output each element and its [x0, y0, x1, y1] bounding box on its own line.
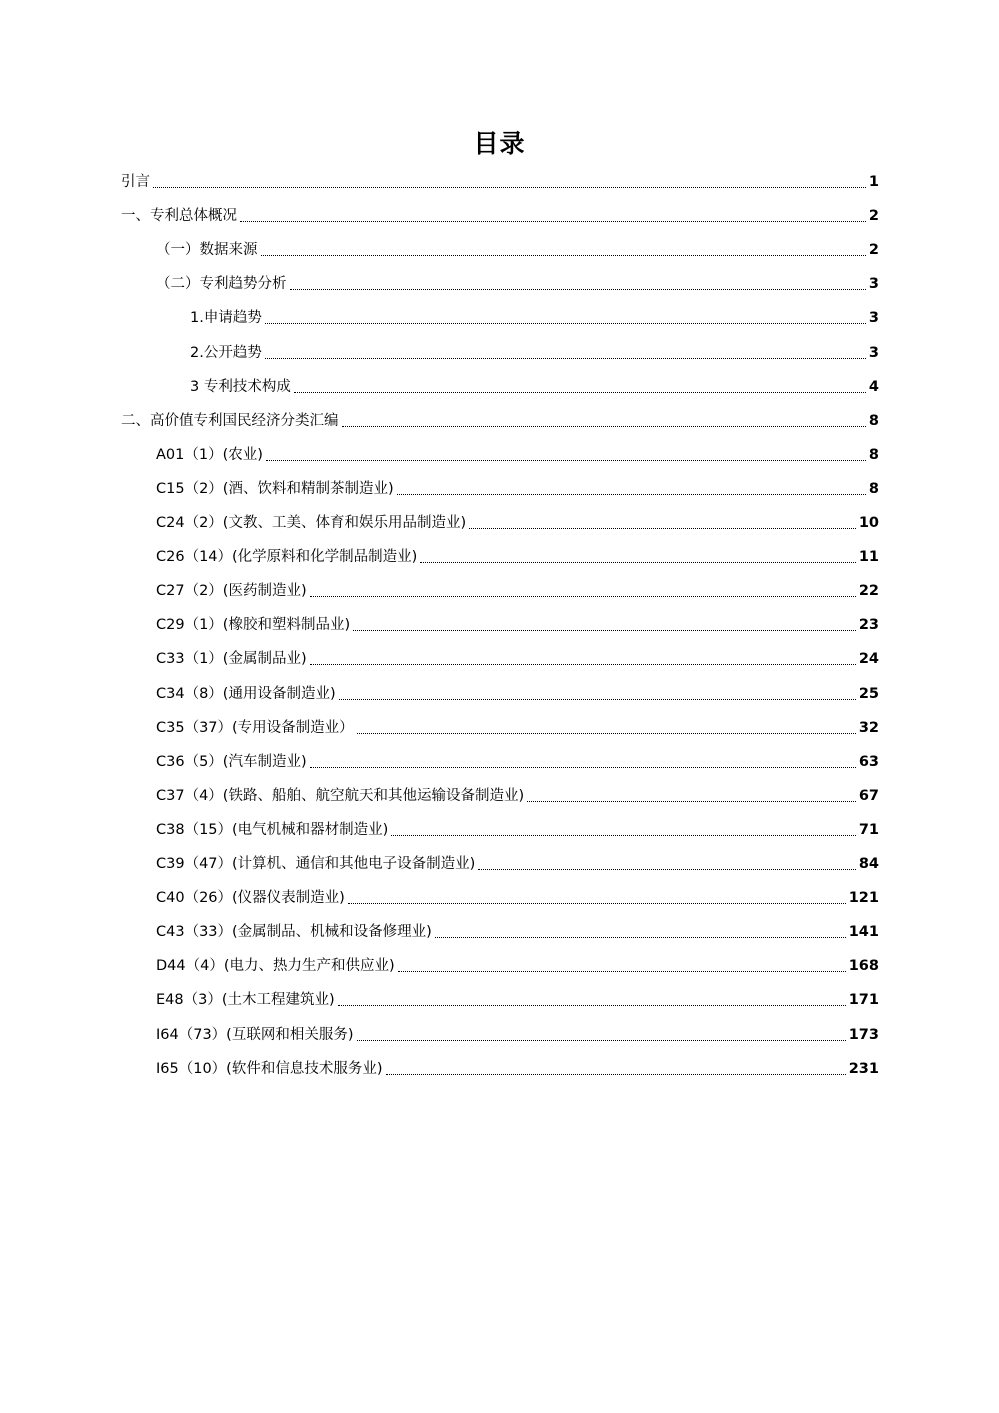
toc-dot-leader	[348, 903, 846, 904]
toc-entry[interactable]	[156, 1021, 879, 1049]
toc-entry[interactable]	[156, 680, 879, 708]
toc-dot-leader	[294, 392, 866, 393]
toc-entry-label: C27（2）(医药制造业)	[156, 583, 307, 600]
toc-dot-leader	[342, 426, 866, 427]
toc-entry-page-number: 3	[868, 310, 879, 327]
toc-entry-page-number: 231	[848, 1060, 879, 1077]
toc-dot-leader	[153, 187, 866, 188]
toc-dot-leader	[261, 255, 866, 256]
toc-entry[interactable]	[190, 339, 879, 367]
toc-entry[interactable]	[156, 645, 879, 673]
toc-dot-leader	[386, 1074, 846, 1075]
toc-entry-page-number: 2	[868, 242, 879, 259]
toc-entry-label: C38（15）(电气机械和器材制造业)	[156, 821, 389, 838]
toc-entry-label: C26（14）(化学原料和化学制品制造业)	[156, 549, 418, 566]
toc-entry-label: I64（73）(互联网和相关服务)	[156, 1026, 354, 1043]
toc-dot-leader	[265, 323, 866, 324]
toc-entry-page-number: 4	[868, 378, 879, 395]
toc-dot-leader	[310, 664, 856, 665]
toc-entry-label: C36（5）(汽车制造业)	[156, 753, 307, 770]
toc-entry-page-number: 8	[868, 412, 879, 429]
toc-entry-page-number: 3	[868, 344, 879, 361]
toc-dot-leader	[290, 289, 866, 290]
toc-entry-label: C29（1）(橡胶和塑料制品业)	[156, 617, 351, 634]
toc-entry-page-number: 23	[858, 617, 879, 634]
toc-dot-leader	[265, 358, 866, 359]
toc-dot-leader	[357, 733, 856, 734]
toc-entry-label: A01（1）(农业)	[156, 446, 263, 463]
toc-entry[interactable]	[156, 748, 879, 776]
toc-entry[interactable]	[156, 543, 879, 571]
toc-entry[interactable]	[190, 304, 879, 332]
toc-dot-leader	[469, 528, 856, 529]
toc-entry[interactable]	[156, 850, 879, 878]
toc-entry-label: C43（33）(金属制品、机械和设备修理业)	[156, 924, 432, 941]
toc-entry-label: 2.公开趋势	[190, 344, 262, 361]
toc-entry[interactable]	[156, 918, 879, 946]
toc-entry-label: C40（26）(仪器仪表制造业)	[156, 890, 345, 907]
toc-entry-label: 引言	[121, 174, 150, 190]
toc-entry[interactable]	[121, 407, 879, 435]
toc-entry-label: C35（37）(专用设备制造业）	[156, 719, 354, 736]
toc-dot-leader	[435, 937, 846, 938]
toc-entry[interactable]	[156, 986, 879, 1014]
toc-dot-leader	[339, 699, 856, 700]
toc-entry[interactable]	[156, 952, 879, 980]
toc-entry-label: C15（2）(酒、饮料和精制茶制造业)	[156, 480, 394, 497]
toc-entry-label: I65（10）(软件和信息技术服务业)	[156, 1060, 383, 1077]
toc-entry-page-number: 22	[858, 583, 879, 600]
toc-entry[interactable]	[156, 509, 879, 537]
toc-entry-page-number: 168	[848, 958, 879, 975]
toc-entry-page-number: 173	[848, 1026, 879, 1043]
toc-entry-page-number: 67	[858, 787, 879, 804]
toc-entry-label: 3 专利技术构成	[190, 378, 291, 395]
toc-entry[interactable]	[156, 270, 879, 298]
toc-entry-label: D44（4）(电力、热力生产和供应业)	[156, 958, 395, 975]
toc-entry[interactable]	[156, 441, 879, 469]
toc-entry-page-number: 71	[858, 821, 879, 838]
toc-dot-leader	[338, 1005, 846, 1006]
toc-entry[interactable]	[121, 168, 879, 196]
toc-entry[interactable]	[156, 577, 879, 605]
toc-dot-leader	[478, 869, 855, 870]
toc-entry[interactable]	[156, 884, 879, 912]
toc-entry[interactable]	[156, 611, 879, 639]
toc-entry-label: C37（4）(铁路、船舶、航空航天和其他运输设备制造业)	[156, 787, 525, 804]
toc-entry[interactable]	[156, 236, 879, 264]
toc-entry[interactable]	[156, 1055, 879, 1083]
toc-entry-label: 1.申请趋势	[190, 310, 262, 327]
toc-entry-label: 二、高价值专利国民经济分类汇编	[121, 412, 339, 429]
toc-dot-leader	[357, 1040, 846, 1041]
toc-dot-leader	[398, 971, 846, 972]
toc-entry-page-number: 10	[858, 515, 879, 531]
toc-entry-page-number: 1	[868, 174, 879, 190]
toc-dot-leader	[310, 767, 856, 768]
toc-entry-label: C24（2）(文教、工美、体育和娱乐用品制造业)	[156, 515, 467, 531]
toc-entry[interactable]	[121, 202, 879, 230]
toc-entry[interactable]	[156, 782, 879, 810]
toc-dot-leader	[527, 801, 856, 802]
toc-entry-page-number: 11	[858, 549, 879, 566]
toc-entry-label: C39（47）(计算机、通信和其他电子设备制造业)	[156, 856, 476, 872]
toc-entry[interactable]	[156, 714, 879, 742]
toc-entry-label: C34（8）(通用设备制造业)	[156, 685, 336, 702]
toc-entry-page-number: 141	[848, 924, 879, 941]
toc-entry-label: E48（3）(土木工程建筑业)	[156, 992, 335, 1009]
toc-entry-page-number: 8	[868, 446, 879, 463]
toc-entry-page-number: 171	[848, 992, 879, 1009]
toc-entry-page-number: 24	[858, 651, 879, 668]
toc-entry-page-number: 32	[858, 719, 879, 736]
toc-entry-page-number: 121	[848, 890, 879, 907]
page-title: 目录	[473, 129, 526, 158]
toc-entry-label: 一、专利总体概况	[121, 208, 237, 225]
toc-entry-page-number: 3	[868, 276, 879, 293]
toc-entry-label: （二）专利趋势分析	[156, 276, 287, 293]
toc-entry-page-number: 25	[858, 685, 879, 702]
toc-entry-label: C33（1）(金属制品业)	[156, 651, 307, 668]
toc-dot-leader	[391, 835, 855, 836]
toc-entry-page-number: 63	[858, 753, 879, 770]
toc-dot-leader	[353, 630, 856, 631]
toc-entry[interactable]	[156, 475, 879, 503]
toc-dot-leader	[240, 221, 866, 222]
toc-entry-page-number: 84	[858, 856, 879, 872]
toc-entry[interactable]	[156, 816, 879, 844]
toc-dot-leader	[397, 494, 866, 495]
toc-dot-leader	[310, 596, 856, 597]
toc-entry-label: （一）数据来源	[156, 242, 258, 259]
toc-entry[interactable]	[190, 373, 879, 401]
toc-dot-leader	[266, 460, 866, 461]
toc-entry-page-number: 2	[868, 208, 879, 225]
toc-dot-leader	[420, 562, 855, 563]
toc-entry-page-number: 8	[868, 480, 879, 497]
